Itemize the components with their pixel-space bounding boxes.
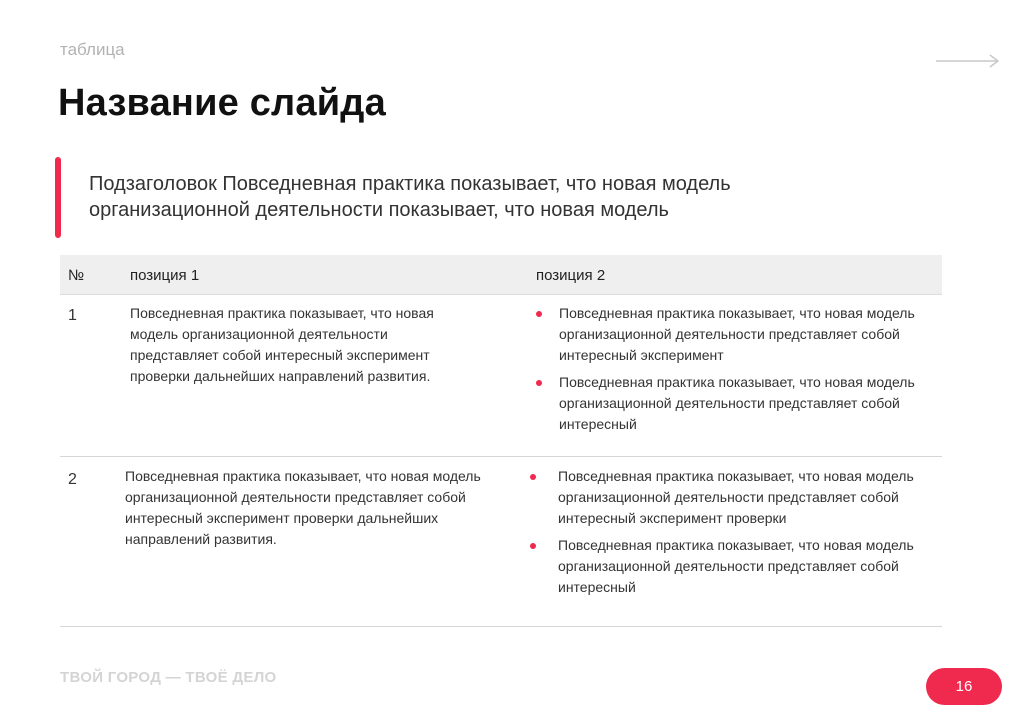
footer-logo: ТВОЙ ГОРОД — ТВОЁ ДЕЛО: [60, 669, 277, 686]
header-num: №: [68, 267, 85, 284]
bullet-dot-icon: [530, 543, 536, 549]
bullet-dot-icon: [530, 474, 536, 480]
list-item-text: Повседневная практика показывает, что новая модель организационной деятельности представляет собой интересный: [559, 374, 915, 432]
data-table: [60, 255, 942, 627]
list-item: [536, 303, 936, 366]
row-number: 1: [68, 307, 77, 324]
table-header: [60, 255, 942, 295]
header-position-1: позиция 1: [130, 267, 200, 284]
list-item: [536, 372, 936, 435]
list-item: [530, 535, 930, 598]
page-number-badge: 16: [926, 668, 1002, 705]
table-row: [60, 295, 942, 457]
bullet-dot-icon: [536, 380, 542, 386]
bullet-dot-icon: [536, 311, 542, 317]
row-cell-position-1: Повседневная практика показывает, что новая модель организационной деятельности представляет собой интересный эксперимент проверки дальнейших направлений развития.: [130, 305, 434, 384]
header-position-2: позиция 2: [536, 267, 606, 284]
row-cell-position-2: [530, 466, 930, 604]
list-item-text: Повседневная практика показывает, что новая модель организационной деятельности представляет собой интересный эксперимент: [559, 305, 915, 363]
slide-title: Название слайда: [58, 82, 386, 124]
list-item: [530, 466, 930, 529]
section-label: таблица: [60, 40, 125, 59]
row-cell-position-1: Повседневная практика показывает, что новая модель организационной деятельности представляет собой интересный эксперимент проверки дальнейших направлений развития.: [125, 468, 481, 547]
list-item-text: Повседневная практика показывает, что новая модель организационной деятельности представляет собой интересный эксперимент проверки: [558, 468, 914, 526]
row-number: 2: [68, 471, 77, 488]
row-cell-position-2: [536, 303, 936, 441]
arrow-right-icon[interactable]: [936, 52, 1000, 70]
slide-subtitle: Подзаголовок Повседневная практика показывает, что новая модель организационной деятельности показывает, что новая модель: [89, 173, 731, 221]
list-item-text: Повседневная практика показывает, что новая модель организационной деятельности представляет собой интересный: [558, 537, 914, 595]
accent-bar: [55, 157, 61, 238]
table-row: [60, 457, 942, 627]
